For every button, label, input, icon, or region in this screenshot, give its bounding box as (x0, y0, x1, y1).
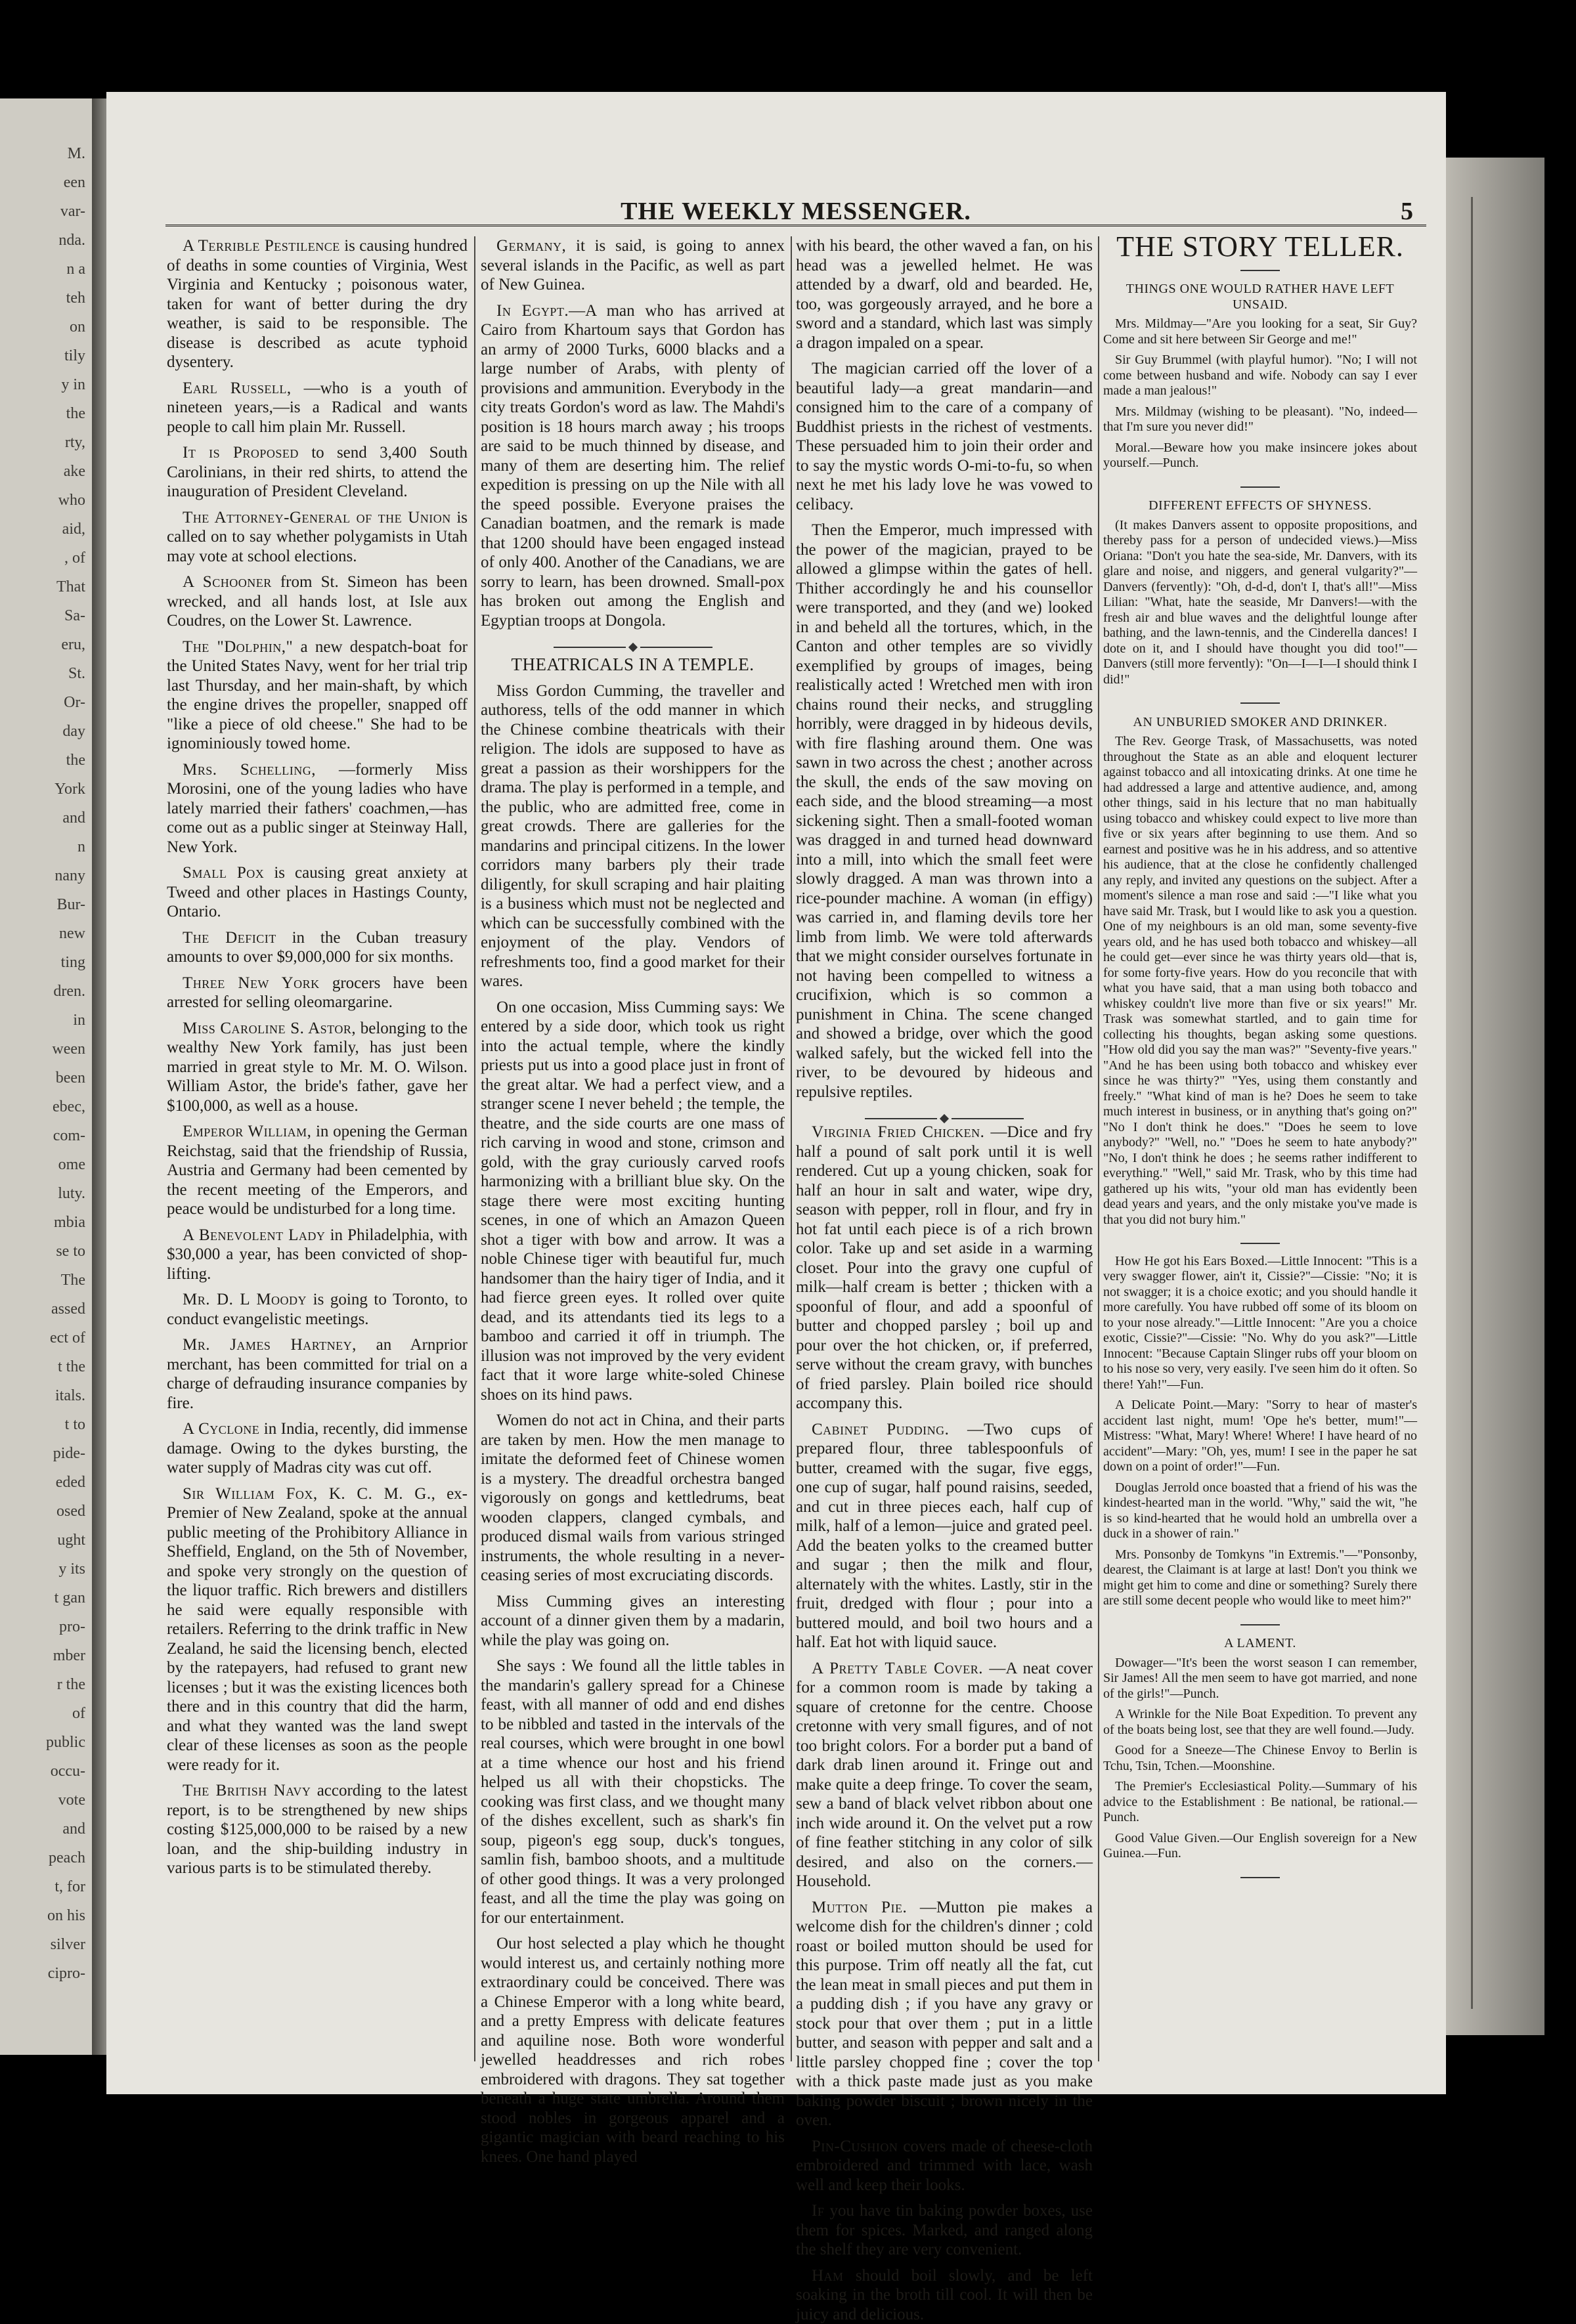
news-item-text: from St. Simeon has been wrecked, and all hands lost, at Isle aux Coudres, on the Lower St. Lawrence. (167, 573, 468, 630)
paragraph: Women do not act in China, and their parts are taken by men. How the men manage to imitate the deformed feet of Chinese women is a mystery. The dreadful orchestra banged vigorously on gongs and kettledrums, beat wooden clappers, clanged cymbals, and produced dismal wails from various stringed instruments, the whole resulting in a never-ceasing series of most excruciating discords. (481, 1411, 785, 1585)
news-item-text: in Philadelphia, with $30,000 a year, has been convicted of shop-lifting. (167, 1226, 468, 1283)
article-germany: Germany, it is said, is going to annex several islands in the Pacific, as well as part of New Guinea. (481, 236, 785, 295)
fragment-text: t the (0, 1358, 85, 1376)
news-item (167, 1419, 468, 1478)
fragment-text: ebec, (0, 1098, 85, 1116)
fragment-text: ught (0, 1531, 85, 1549)
fragment-text: com- (0, 1127, 85, 1145)
news-item-lead: Earl Russell, (183, 379, 292, 397)
news-item-lead: A Benevolent Lady (183, 1226, 325, 1244)
story-subhead: THINGS ONE WOULD RATHER HAVE LEFT UNSAID. (1103, 282, 1417, 312)
fragment-text: t gan (0, 1589, 85, 1607)
recipe-item (796, 2137, 1093, 2195)
story-paragraph: Sir Guy Brummel (with playful humor). "No; I will not come between husband and wife. Nobody can say I ever made a man jealous!" (1103, 353, 1417, 399)
news-item-text: in the Cuban treasury amounts to over $9,000,000 for six months. (167, 929, 468, 966)
paragraph: Then the Emperor, much impressed with the power of the magician, prayed to be allowed a glimpse within the gates of hell. Thither accordingly he and his counsellor were transported, and they (and we) looked in and beheld all the tortures, which, in the Canton and other temples are so vividly exemplified by groups of images, being realistically acted ! Wretched men with iron chains round their necks, and struggling horribly, were dragged in by hideous devils, with fire flashing around them. One was sawn in two across the chest ; another across the skull, the ends of the saw moving on each side, and the blood streaming—a most sickening sight. Then a small-footed woman was dragged in and turned head downward into a mill, into which the small feet were slowly dragged. A man was thrown into a rice-pounder machine. A woman (in effigy) was carried in, and flaming devils tore her limb from limb. We were told afterwards that we might consider ourselves fortunate in not having been compelled to witness a crucifixion, which is so common a punishment in China. The scene changed and showed a bridge, over which the good walked safely, but the wicked fell into the river, to be devoured by hideous and repulsive reptiles. (796, 521, 1093, 1102)
news-item-text: is causing great anxiety at Tweed and other places in Hastings County, Ontario. (167, 864, 468, 920)
news-item-lead: Emperor William, (183, 1123, 311, 1140)
news-item-text: is causing hundred of deaths in some counties of Virginia, West Virginia and Kentucky ; poisonous water, taken for want of better during the dry weather, is said to be responsible. The disease is described as acute typhoid dysentery. (167, 237, 468, 371)
article-theatricals (481, 681, 785, 2167)
news-item-text: —who is a youth of nineteen years,—is a Radical and wants people to call him plain Mr. Russell. (167, 379, 468, 436)
fragment-text: itals. (0, 1387, 85, 1405)
story-teller-items (1103, 282, 1417, 1882)
fragment-text: eru, (0, 635, 85, 654)
story-paragraph: The Rev. George Trask, of Massachusetts, was noted throughout the State as an able and eloquent lecturer against tobacco and all intoxicating drinks. At one time he had addressed a large and attentive audience, and, among other things, said in his lecture that no man habitually using tobacco and whiskey could expect to live more than five or six years after beginning to use them. And so earnest and positive was he in his address, and so attentive his audience, that at the close he confidently challenged any reply, and invited any questions on the subject. After a moment's silence a man rose and said :—"I like what you have said Mr. Trask, but I would like to ask you a question. One of my neighbours is an old man, some seventy-five years old, and he has used both tobacco and whiskey—all he could get—ever since he was thirty years old—that is, for some forty-five years. How do you reconcile that with what you have said, that a man using both tobacco and whiskey couldn't live more than five or six years!" Mr. Trask was somewhat startled, and to gain time for collecting his thoughts, began asking some questions. "How old did you say the man was?" "Seventy-five years." "And he has been using both tobacco and whiskey ever since he was thirty?" "Yes, using them constantly and freely." "What kind of man is he? Does he seem to take much interest in business, or in anything that's going on?" "No I don't think he does." "Does he seem to love anybody?" "Well, no." "Does he seem to hate anybody?" "No, I don't think he does ; he seems rather indifferent to everything." "Well," said Mr. Trask, who by this time had gathered up his wits, "your old man has evidently been dead years and years, and the only mistake you've made is that you did not bury him." (1103, 734, 1417, 1228)
news-item-lead: The "Dolphin," (183, 638, 293, 656)
fragment-text: the (0, 404, 85, 423)
recipe-lead: Ham (812, 2267, 844, 2285)
fragment-text: t, for (0, 1878, 85, 1896)
news-item (167, 1290, 468, 1329)
fragment-text: and (0, 1820, 85, 1838)
news-item (167, 443, 468, 502)
news-item (167, 379, 468, 437)
news-item-lead: Miss Caroline S. Astor, (183, 1020, 356, 1037)
column-2 (481, 236, 785, 2075)
fragment-text: Or- (0, 693, 85, 712)
page-number: 5 (1401, 197, 1413, 226)
story-paragraph: Mrs. Mildmay (wishing to be pleasant). "No, indeed—that I'm sure you never did!" (1103, 404, 1417, 435)
fragment-text: ome (0, 1155, 85, 1174)
ornament-divider (481, 637, 785, 646)
recipe-text: —Dice and fry half a pound of salt pork until it is well rendered. Cut up a young chicken, soak for half an hour in salt and water, wipe dry, season with pepper, roll in flour, and fry in hot fat until each piece is of a rich brown color. Take up and set aside in a warming closet. Pour into the gravy one cupful of milk—half cream is better ; thicken with a spoonful of flour, and add a spoonful of butter and chopped parsley ; boil up and pour over the hot chicken, or, if preferred, serve without the cream gravy, with bunches of fried parsley. Plain boiled rice should accompany this. (796, 1123, 1093, 1412)
story-paragraph: Douglas Jerrold once boasted that a friend of his was the kindest-hearted man in the world. "Why," said the wit, "he is so kind-hearted that he would hold an umbrella over a duck in a shower of rain." (1103, 1480, 1417, 1542)
recipe-lead: If (812, 2202, 824, 2220)
short-rule (1103, 1233, 1417, 1249)
recipe-item (796, 1659, 1093, 1891)
fragment-text: in (0, 1011, 85, 1029)
fragment-text: Sa- (0, 607, 85, 625)
news-item-lead: Small Pox (183, 864, 264, 882)
news-item-lead: It is Proposed (183, 444, 299, 462)
paragraph: On one occasion, Miss Cumming says: We entered by a side door, which took us right into the actual temple, where the kindly priests put us into a good place just in front of the great altar. We had a perfect view, and a stranger scene I never beheld ; the temple, the theatre, and the side courts are one mass of rich carving in wood and stone, crimson and gold, with the gray curiously carved roofs harmonizing with a brilliant blue sky. On the stage there were most exciting hunting scenes, in one of which an Amazon Queen shot a tiger with bow and arrow. It was a noble Chinese tiger with beautiful fur, much handsomer than the hairy tiger of India, and it had fierce green eyes. It rolled over quite dead, and its attendants tied its legs to a bamboo and carried it off in triumph. The illusion was not improved by the very evident fact that it wore large white-soled Chinese shoes on its hind paws. (481, 998, 785, 1405)
short-rule (1103, 693, 1417, 708)
fragment-text: r the (0, 1675, 85, 1694)
story-paragraph: The Premier's Ecclesiastical Polity.—Summary of his advice to the Establishment : Be national, be rational.—Punch. (1103, 1779, 1417, 1826)
recipe-lead: Mutton Pie. (812, 1899, 907, 1916)
paragraph: with his beard, the other waved a fan, on his head was a jewelled helmet. He was attended by a dwarf, old and bearded. He, too, was gorgeously arrayed, and he bore a sword and a standard, which last was simply a dragon impaled on a spear. (796, 236, 1093, 353)
news-item-text: to send 3,400 South Carolinians, in their red shirts, to attend the inauguration of President Cleveland. (167, 444, 468, 500)
news-item (167, 863, 468, 922)
recipe-item (796, 1898, 1093, 2130)
fragment-text: and (0, 809, 85, 827)
recipe-lead: Virginia Fried Chicken. (812, 1123, 984, 1141)
article-theatricals-continued (796, 236, 1093, 1102)
fragment-text: ting (0, 953, 85, 972)
column-4 (1103, 236, 1417, 2075)
news-item-text: in India, recently, did immense damage. Owing to the dykes bursting, the water supply of Madras city was cut off. (167, 1420, 468, 1476)
news-item-lead: The Attorney-General of the Union (183, 509, 451, 527)
fragment-text: new (0, 924, 85, 943)
fragment-text: ake (0, 462, 85, 481)
short-rule (1103, 477, 1417, 492)
fragment-text: That (0, 578, 85, 596)
news-item (167, 637, 468, 754)
fragment-text: vote (0, 1791, 85, 1809)
news-item-lead: Sir William Fox, K. C. M. G., (183, 1485, 435, 1503)
fragment-text: y in (0, 376, 85, 394)
news-item-lead: A Cyclone (183, 1420, 259, 1438)
fragment-text: pide- (0, 1444, 85, 1463)
story-paragraph: (It makes Danvers assent to opposite propositions, and thereby pass for a person of undecided views.)—Miss Oriana: "Don't you hate the sea-side, Mr. Danvers, with its glare and noise, and niggers, and general vulgarity?"—Danvers (fervently): "Oh, d-d-d, don't I, that's all!"—Miss Lilian: "What, hate the seaside, Mr Danvers!—with the fresh air and blue waves and the delightful lounge after bathing, and the lawn-tennis, and the Cinderella dances! I dote on it, and I should have thought you did too!"—Danvers (still more fervently): "On—I—I—I should think I did!" (1103, 518, 1417, 688)
page-edge-line (1471, 197, 1552, 2009)
fragment-text: cipro- (0, 1964, 85, 1983)
paragraph: She says : We found all the little tables in the mandarin's gallery spread for a Chinese feast, with all manner of odd and end dishes to be nibbled and tasted in the intervals of the real courses, which were brought in one bowl at a time whence our host and his friend helped us all with their chopsticks. The cooking was first class, and we thought many of the dishes excellent, such as shark's fin soup, pigeon's egg soup, duck's tongues, samlin fish, bamboo shoots, and a multitude of other good things. It was a very prolonged feast, and all the time the play was going on for our entertainment. (481, 1656, 785, 1927)
news-item-lead: Mrs. Schelling, (183, 761, 316, 779)
news-item (167, 572, 468, 631)
fragment-text: luty. (0, 1184, 85, 1203)
news-item (167, 236, 468, 372)
news-item-text: an Arnprior merchant, has been committed for trial on a charge of defrauding insurance companies by fire. (167, 1336, 468, 1412)
section-heading-story-teller: THE STORY TELLER. (1103, 239, 1417, 255)
article-egypt: In Egypt.—A man who has arrived at Cairo from Khartoum says that Gordon has an army of 2000 Turks, 6000 blacks and a large number of Arabs, with plenty of provisions and ammunition. Everybody in the city treats Gordon's word as law. The Mahdi's position is 18 hours march away ; his troops are said to be much thinned by disease, and many of them are deserting him. The relief expedition is pressing on up the Nile with all the speed possible. Everyone praises the Canadian boatmen, and the remark is made that 1200 should have been engaged instead of only 400. Another of the Canadians, we are sorry to learn, has been drowned. Small-pox has broken out among the English and Egyptian troops at Dongola. (481, 301, 785, 631)
fragment-text: teh (0, 289, 85, 307)
recipe-item (796, 1123, 1093, 1413)
story-subhead: AN UNBURIED SMOKER AND DRINKER. (1103, 715, 1417, 731)
news-item-lead: The Deficit (183, 929, 276, 947)
column-divider (1098, 236, 1099, 2061)
news-item-text: is called on to say whether polygamists in Utah may vote at school elections. (167, 509, 468, 565)
story-paragraph: Good for a Sneeze—The Chinese Envoy to Berlin is Tchu, Tsin, Tchen.—Moonshine. (1103, 1743, 1417, 1774)
news-item-text: belonging to the wealthy New York family, has just been married in great style to Mr. M. O. Wilson. William Astor, the bride's father, gave her $100,000, as well as a house. (167, 1020, 468, 1115)
fragment-text: on (0, 318, 85, 336)
recipe-text: covers made of cheese-cloth embroidered and trimmed with lace, wash well and keep their looks. (796, 2138, 1093, 2194)
recipe-lead: A Pretty Table Cover. (812, 1660, 983, 1677)
fragment-text: , of (0, 549, 85, 567)
fragment-text: been (0, 1069, 85, 1087)
news-item-lead: The British Navy (183, 1782, 311, 1799)
adjacent-page-fragment (0, 98, 92, 2055)
story-paragraph: A Delicate Point.—Mary: "Sorry to hear of master's accident last night, mum! 'Ope he's better, mum!"—Mistress: "What, Mary! Where! Where! I have heard of no accident"—Mary: "Oh, yes, mum! I see in the paper he sat down on a point of order!"—Fun. (1103, 1398, 1417, 1475)
news-item-lead: Three New York (183, 974, 320, 992)
fragment-text: se to (0, 1242, 85, 1260)
fragment-text: rty, (0, 433, 85, 452)
news-item-text: in opening the German Reichstag, said that the friendship of Russia, Austria and Germany had been cemented by the recent meeting of the Emperors, and peace would be undisturbed for a long time. (167, 1123, 468, 1218)
story-paragraph: Mrs. Mildmay—"Are you looking for a seat, Sir Guy? Come and sit here between Sir George and me!" (1103, 316, 1417, 347)
column-divider (474, 236, 475, 2061)
fragment-text: aid, (0, 520, 85, 538)
story-paragraph: Dowager—"It's been the worst season I can remember, Sir James! All the men seem to have got married, and none of the girls!"—Punch. (1103, 1656, 1417, 1702)
fragment-text: y its (0, 1560, 85, 1578)
fragment-text: osed (0, 1502, 85, 1520)
column-1 (167, 236, 468, 2075)
fragment-text: York (0, 780, 85, 798)
news-item-text: —formerly Miss Morosini, one of the young ladies who have lately married their fathers' coachmen,—has come out as a public singer at Steinway Hall, New York. (167, 761, 468, 856)
fragment-text: ween (0, 1040, 85, 1058)
fragment-text: on his (0, 1906, 85, 1925)
news-item-text: grocers have been arrested for selling oleomargarine. (167, 974, 468, 1012)
household-notes (796, 1123, 1093, 2324)
short-rule (1103, 1614, 1417, 1630)
fragment-text: een (0, 173, 85, 192)
paragraph: Miss Cumming gives an interesting account of a dinner given them by a madarin, while the play was going on. (481, 1592, 785, 1650)
fragment-text: nda. (0, 231, 85, 249)
news-item-text: a new despatch-boat for the United States Navy, went for her trial trip last Thursday, and her main-shaft, by which the engine drives the propeller, snapped off "like a piece of old cheese." She had to be ignominiously towed home. (167, 638, 468, 753)
column-3 (796, 236, 1093, 2075)
fragment-text: n a (0, 260, 85, 278)
news-item (167, 1019, 468, 1116)
news-item (167, 1484, 468, 1775)
story-subhead: A LAMENT. (1103, 1636, 1417, 1652)
fragment-text: eded (0, 1473, 85, 1492)
story-paragraph: Good Value Given.—Our English sovereign for a New Guinea.—Fun. (1103, 1831, 1417, 1862)
book-gutter (92, 98, 106, 2055)
recipe-item (796, 1420, 1093, 1652)
story-paragraph: A Wrinkle for the Nile Boat Expedition. To prevent any of the boats being lost, see that they are well found.—Judy. (1103, 1707, 1417, 1738)
fragment-text: who (0, 491, 85, 509)
story-paragraph: How He got his Ears Boxed.—Little Innocent: "This is a very swagger flower, ain't it, Cissie?"—Cissie: "No; it is not swagger; it is a choice exotic; and you should handle it more carefully. You have rubbed off some of its bloom on to your nose already."—Little Innocent: "Are you a choice exotic, Cissie?"—Cissie: "No. Why do you ask?"—Little Innocent: "Because Captain Slinger rubs off your bloom on to his nose so very, very easily. I've seen him do it often. So there! Yah!"—Fun. (1103, 1254, 1417, 1393)
fragment-text: nany (0, 867, 85, 885)
news-item-text: ex-Premier of New Zealand, spoke at the annual public meeting of the Prohibitory Alliance in Sheffield, England, on the 5th of November, and spoke very strongly on the question of the liquor traffic. Rich brewers and distillers he said were equally responsible with retailers. Referring to the drink traffic in New Zealand, he said the licensing bench, elected by the ratepayers, had refused to grant new licenses ; but it was the existing licences both there and in this country that did the harm, and what they wanted was the land swept clear of these licenses as soon as the people were ready for it. (167, 1485, 468, 1774)
fragment-text: tily (0, 347, 85, 365)
news-item (167, 928, 468, 967)
fragment-text: The (0, 1271, 85, 1289)
ornament-divider (796, 1108, 1093, 1117)
fragment-text: assed (0, 1300, 85, 1318)
fragment-text: public (0, 1733, 85, 1752)
fragment-text: silver (0, 1935, 85, 1954)
recipe-lead: Pin-Cushion (812, 2138, 898, 2155)
newspaper-page (106, 92, 1446, 2094)
masthead-rule (165, 225, 1426, 226)
fragment-text: St. (0, 664, 85, 683)
fragment-text: occu- (0, 1762, 85, 1780)
column-divider (791, 236, 792, 2061)
news-item (167, 974, 468, 1012)
fragment-text: M. (0, 144, 85, 163)
news-item-lead: Mr. James Hartney, (183, 1336, 357, 1354)
fragment-text: mbia (0, 1213, 85, 1232)
fragment-text: of (0, 1704, 85, 1723)
fragment-text: t to (0, 1415, 85, 1434)
fragment-text: mber (0, 1646, 85, 1665)
recipe-text: should boil slowly, and be left soaking in the broth till cool. It will then be juicy and delicious. (796, 2267, 1093, 2323)
news-item (167, 1226, 468, 1284)
fragment-text: n (0, 838, 85, 856)
news-item (167, 1335, 468, 1413)
news-item-lead: Mr. D. L Moody (183, 1291, 307, 1308)
news-item (167, 760, 468, 857)
fragment-text: ect of (0, 1329, 85, 1347)
news-item-text: according to the latest report, is to be strengthened by new ships costing $125,000,000 to be raised by a new loan, and the ship-building industry in various parts is to be stimulated thereby. (167, 1782, 468, 1877)
story-subhead: DIFFERENT EFFECTS OF SHYNESS. (1103, 498, 1417, 514)
paragraph: The magician carried off the lover of a beautiful lady—a great mandarin—and consigned him to the care of a company of Buddhist priests in the richest of vestments. These persuaded him to join their order and to say the mystic words O-mi-to-fu, so when next he met his lady love he was vowed to celibacy. (796, 359, 1093, 514)
fragment-text: day (0, 722, 85, 741)
news-item (167, 1781, 468, 1878)
paragraph: Our host selected a play which he thought would interest us, and certainly nothing more extraordinary could be conceived. There was a Chinese Emperor with a long white beard, and a pretty Empress with delicate features and aquiline nose. Both wore wonderful jewelled headdresses and rich robes embroidered with dragons. They sat together beneath a huge state umbrella. Around them stood nobles in gorgeous apparel and a gigantic magician with beard reaching to his knees. One hand played (481, 1934, 785, 2166)
fragment-text: the (0, 751, 85, 769)
fragment-text: peach (0, 1849, 85, 1867)
recipe-item (796, 2266, 1093, 2324)
news-item-lead: A Terrible Pestilence (183, 237, 340, 255)
recipe-text: —Two cups of prepared flour, three tablespoonfuls of butter, creamed with the sugar, five eggs, one cup of sugar, half pound raisins, seeded, and cut in three pieces each, half cup of milk, half of a lemon—juice and grated peel. Add the beaten yolks to the creamed butter and sugar ; then the milk and flour, alternately with the whites. Lastly, stir in the fruit, dredged with flour ; pour into a buttered mould, and boil two hours and a half. Eat hot with liquid sauce. (796, 1421, 1093, 1652)
recipe-lead: Cabinet Pudding. (812, 1421, 949, 1438)
fragment-text: Bur- (0, 895, 85, 914)
recipe-text: —A neat cover for a common room is made by taking a square of cretonne for the centre. Choose cretonne with very small figures, and of not too bright colors. For a border put a band of dark drab linen around it. Fringe out and make quite a deep fringe. To cover the seam, sew a band of black velvet ribbon about one inch wide around it. On the velvet put a row of fine feather stitching in any color of silk desired, and also on the corners.—Household. (796, 1660, 1093, 1891)
newspaper-title: THE WEEKLY MESSENGER. (152, 197, 1439, 226)
fragment-text: dren. (0, 982, 85, 1001)
short-rule (1103, 1867, 1417, 1883)
news-item-lead: A Schooner (183, 573, 272, 591)
article-heading-theatricals: THEATRICALS IN A TEMPLE. (481, 655, 785, 675)
fragment-text: pro- (0, 1618, 85, 1636)
news-item (167, 1122, 468, 1219)
story-paragraph: Mrs. Ponsonby de Tomkyns "in Extremis."—"Ponsonby, dearest, the Claimant is at large at last! Don't you think we might get him to come and dine or something? Surely there are still some decent people who would like to meet him?" (1103, 1547, 1417, 1609)
recipe-item (796, 2201, 1093, 2260)
fragment-text: var- (0, 202, 85, 221)
recipe-text: you have tin baking powder boxes, use them for spices. Marked, and ranged along the shelf they are very convenient. (796, 2202, 1093, 2258)
recipe-text: —Mutton pie makes a welcome dish for the children's dinner ; cold roast or boiled mutton should be used for this purpose. Trim off neatly all the fat, cut the lean meat in small pieces and put them in a pudding dish ; if you have any gravy or stock pour that over them ; put in a little butter, and season with pepper and salt and a little parsley chopped fine ; cover the top with a thick paste made just as you make baking powder biscuit ; brown nicely in the oven. (796, 1899, 1093, 2130)
story-paragraph: Moral.—Beware how you make insincere jokes about yourself.—Punch. (1103, 441, 1417, 471)
news-item-text: is going to Toronto, to conduct evangelistic meetings. (167, 1291, 468, 1328)
news-item (167, 508, 468, 567)
paragraph: Miss Gordon Cumming, the traveller and authoress, tells of the odd manner in which the Chinese combine theatricals with their religion. The idols are supposed to have as great a passion as their worshippers for the drama. The play is performed in a temple, and the public, who are admitted free, come in great crowds. There are galleries for the mandarins and principal citizens. In the lower corridors many barbers ply their trade diligently, for skull scraping and hair plaiting is a business which must not be neglected and which can be successfully combined with the enjoyment of the play. Vendors of refreshments too, find a good market for their wares. (481, 681, 785, 991)
